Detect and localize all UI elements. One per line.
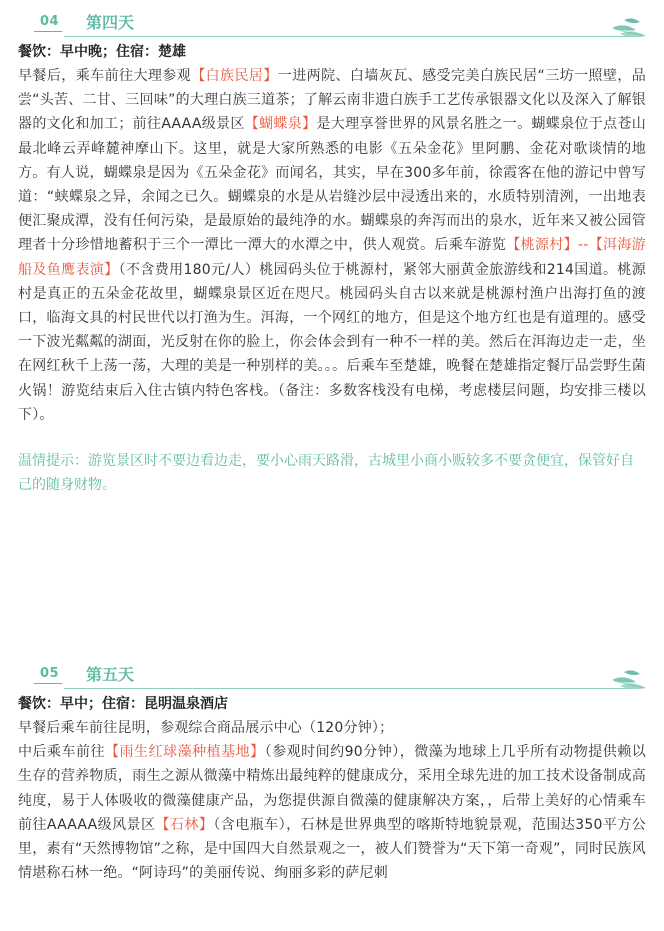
day-title: 第五天 (86, 665, 135, 684)
text-segment: 中后乘车前往 (18, 744, 106, 761)
text-segment: 一进两院、白墙灰瓦、感受完美白族民居“三坊一照壁，品尝“头苦、二甘、三回味”的大理白族三道茶；了解云南非遗白族手工艺传承银器文化以及深入了解银器的文化和加工；前往AAAA级景区 (18, 68, 647, 133)
day-4-header (0, 0, 664, 38)
text-line: 早餐后乘车前往昆明，参观综合商品展示中心（120分钟）； (18, 720, 394, 736)
day-number-underline (34, 683, 62, 684)
text-segment: 是大理享誉世界的风景名胜之一。蝴蝶泉位于点苍山最北峰云弄峰麓神摩山下。这里，就是大家所熟悉的电影《五朵金花》里阿鹏、金花对歌谈情的地方。有人说，蝴蝶泉是因为《五朵金花》而闻名，其实，早在300多年前，徐霞客在他的游记中曾写道：“蛱蝶泉之异，余闻之已久。蝴蝶泉的水是从岩缝沙层中浸透出来的，水质特别清洌，一出地表便汇聚成潭，没有任何污染，是最原始的最纯净的水。蝴蝶泉的奔泻而出的泉水，近年来又被公园管理者十分珍惜地蓄积于三个一潭比一潭大的水潭之中，供人观赏。后乘车游览 (18, 116, 646, 254)
text-segment: （参观时间约90分钟），微藻为地球上几乎所有动物提供赖以生存的营养物质，雨生之源从微藻中精炼出最纯粹的健康成分，采用全球先进的加工技术设备制成高纯度，易于人体吸收的微藻健康产品，为您提供源自微藻的健康解决方案，，后带上美好的心情乘车前往AAAAA级风景区 (18, 744, 647, 833)
bamboo-leaf-icon (610, 14, 648, 44)
highlight-algae-base: 【雨生红球藻种植基地】 (105, 744, 265, 761)
text-segment: （含电瓶车），石林是世界典型的喀斯特地貌景观，范围达350平方公里，素有“天然博物馆”之称，是中国四大自然景观之一，被人们赞誉为“天下第一奇观”，同时民族风情堪称石林一绝。“阿诗玛”的美丽传说、绚丽多彩的萨尼刺 (18, 816, 646, 882)
meals-lodging: 餐饮：早中晚；住宿：楚雄 (18, 44, 186, 60)
warm-tip: 温情提示：游览景区时不要边看边走，要小心雨天路滑，古城里小商小贩较多不要贪便宜，保管好自己的随身财物。 (18, 453, 634, 494)
highlight-stone-forest: 【石林】 (155, 816, 214, 833)
meals-lodging: 餐饮：早中；住宿：昆明温泉酒店 (18, 696, 228, 712)
highlight-butterfly-spring: 【蝴蝶泉】 (244, 116, 317, 133)
day-number: 05 (40, 666, 60, 681)
bamboo-leaf-icon (610, 666, 648, 696)
text-segment: 早餐后，乘车前往大理参观 (18, 68, 192, 84)
day-4-description (0, 64, 664, 427)
highlight-bai-houses: 【白族民居】 (191, 68, 278, 84)
day-number-underline (34, 31, 62, 32)
day-5-header (0, 652, 664, 690)
day-5-section (0, 652, 664, 885)
header-rule (64, 36, 640, 37)
text-segment: （不含费用180元/人）桃园码头位于桃源村，紧邻大丽黄金旅游线和214国道。桃源村是真正的五朵金花故里，蝴蝶泉景区近在咫尺。桃园码头自古以来就是桃源村渔户出海打鱼的渡口，临海文具的村民世代以打渔为生。洱海，一个网红的地方，但是这个地方红也是有道理的。感受一下波光粼粼的湖面，光反射在你的脸上，你会体会到有一种不一样的美。然后在洱海边走一走，坐在网红秋千上荡一荡，大理的美是一种别样的美。。。后乘车至楚雄，晚餐在楚雄指定餐厅品尝野生菌火锅！游览结束后入住古镇内特色客栈。（备注：多数客栈没有电梯，考虑楼层问题，均安排三楼以下）。 (18, 261, 646, 423)
day-5-description (0, 716, 664, 885)
day-number: 04 (40, 14, 60, 29)
day-title: 第四天 (86, 13, 135, 32)
highlight-taoyuan-erhai: 【桃源村】--【洱海游船及鱼鹰表演】 (18, 237, 646, 278)
header-rule (64, 688, 640, 689)
